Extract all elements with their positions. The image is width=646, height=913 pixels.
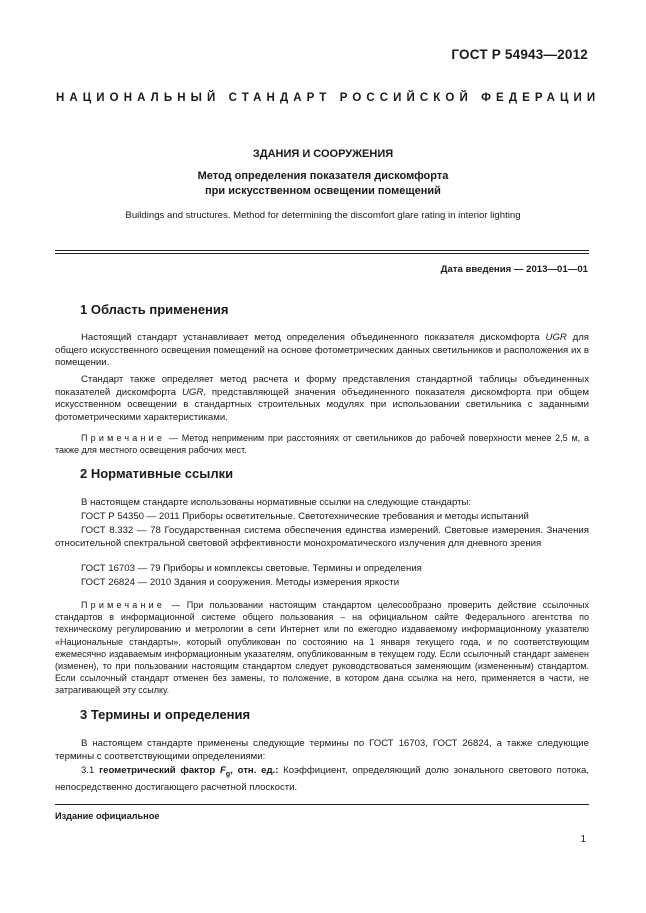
note-text: — Метод неприменим при расстояниях от светильников до рабочей поверхности менее 2,5 м, а также для местного освещения рабочих мест. (55, 433, 589, 456)
official-edition-label: Издание официальное (55, 811, 160, 821)
section-2-note (55, 599, 589, 697)
p2-text-a: Стандарт также определяет метод расчета и форму представления стандартной таблицы объединенных показателей дискомфорта (55, 374, 589, 398)
section-1-heading: 1 Область применения (80, 302, 229, 317)
reference-text: ГОСТ Р 54350 — 2011 Приборы осветительные. Светотехнические требования и методы испытаний (81, 511, 529, 522)
section-3-intro (55, 738, 589, 763)
section-1-paragraph-2 (55, 374, 589, 424)
term-definition (55, 765, 589, 794)
document-title: ЗДАНИЯ И СООРУЖЕНИЯ (252, 148, 394, 160)
reference-text: ГОСТ 16703 — 79 Приборы и комплексы световые. Термины и определения (81, 563, 422, 574)
p1-text-a: Настоящий стандарт устанавливает метод определения объединенного показателя дискомфорта (81, 332, 546, 343)
term-symbol: F (220, 765, 226, 776)
section-1-paragraph-1 (55, 332, 589, 370)
note-text: — При пользовании настоящим стандартом целесообразно проверить действие ссылочных стандартов в информационной системе общего пользования – на официальном сайте Федерального агентства по техническому регулированию и метрологии в сети Интернет или по ежегодно издаваемому информационному указателю «Национальные стандарты», который опубликован по состоянию на 1 января текущего года, и по соответствующим ежемесячно издаваемым информационным указателям, опубликованным в текущем году. Если ссылочный стандарт заменен (изменен), то при пользовании настоящим стандартом следует руководствоваться заменяющим (измененным) стандартом. Если ссылочный стандарт отменен без замены, то положение, в котором дана ссылка на него, применяется в части, не затрагивающей эту ссылку. (55, 600, 589, 696)
footer-divider (55, 804, 589, 805)
section-1-note (55, 432, 589, 456)
note-label: Примечание (81, 433, 166, 443)
document-subtitle-line1: Метод определения показателя дискомфорта (197, 170, 449, 182)
english-title: Buildings and structures. Method for determining the discomfort glare rating in interior lighting (125, 210, 521, 221)
section-2-intro-text: В настоящем стандарте использованы нормативные ссылки на следующие стандарты: (81, 497, 472, 508)
ugr-term: UGR (181, 386, 204, 398)
term-name: геометрический фактор (99, 765, 220, 776)
title-divider-top (55, 250, 589, 251)
term-symbol-subscript: g (225, 770, 231, 778)
section-2-heading: 2 Нормативные ссылки (80, 466, 234, 481)
term-definition-text: Коэффициент, определяющий долю зонального светового потока, непосредственно достигающего расчетной плоскости. (55, 765, 590, 793)
term-unit: , отн. ед.: (230, 765, 279, 776)
section-2-intro (55, 497, 589, 510)
reference-item (55, 563, 589, 576)
standard-number: ГОСТ Р 54943—2012 (451, 47, 588, 62)
reference-item (55, 525, 589, 550)
p1-text-b: для общего искусственного освещения помещений на основе фотометрических данных светильников и расположения их в помещении. (55, 332, 589, 369)
title-divider-bottom (55, 253, 589, 254)
national-standard-header: НАЦИОНАЛЬНЫЙ СТАНДАРТ РОССИЙСКОЙ ФЕДЕРАЦИИ (56, 92, 601, 104)
p2-text-b: , представляющей значения объединенного показателя дискомфорта при общем искусственном освещении в стандартных строительных модулях при использовании светильника с заданными фотометрическими характеристиками. (55, 386, 589, 423)
reference-item (55, 577, 589, 590)
page-number: 1 (580, 834, 586, 845)
term-number: 3.1 (81, 765, 100, 776)
reference-text: ГОСТ 8.332 — 78 Государственная система обеспечения единства измерений. Световые измерения. Значения относительной спектральной световой эффективности монохроматического излучения для дневного зрения (55, 525, 589, 549)
document-subtitle-line2: при искусственном освещении помещений (205, 185, 441, 197)
reference-item (55, 511, 589, 524)
section-3-intro-text: В настоящем стандарте применены следующие термины по ГОСТ 16703, ГОСТ 26824, а также следующие термины с соответствующими определениями: (55, 738, 589, 762)
section-3-heading: 3 Термины и определения (80, 707, 251, 722)
ugr-term: UGR (545, 332, 567, 343)
note-label: Примечание (81, 600, 166, 610)
reference-text: ГОСТ 26824 — 2010 Здания и сооружения. Методы измерения яркости (81, 577, 400, 588)
introduction-date: Дата введения — 2013—01—01 (440, 264, 588, 275)
